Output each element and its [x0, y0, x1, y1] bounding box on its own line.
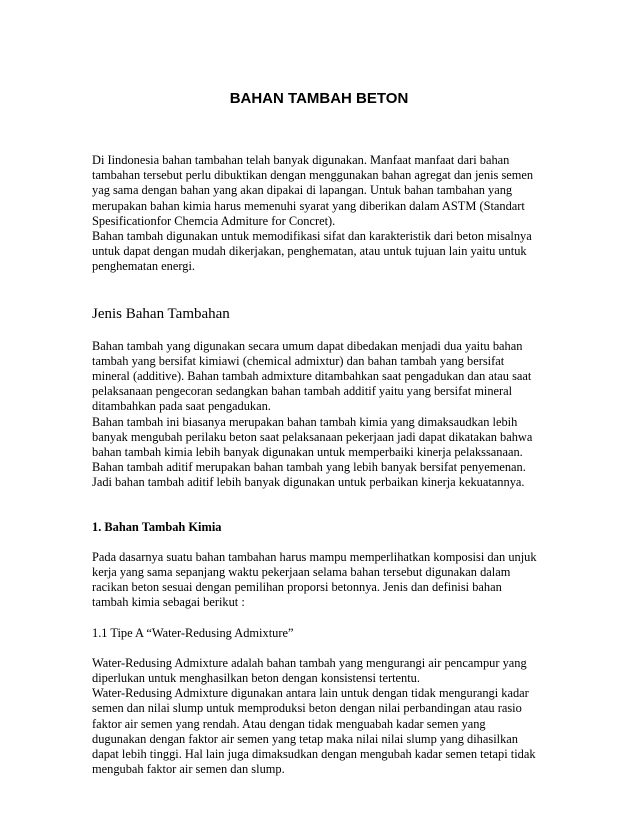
text-line: faktor air semen yang rendah. Atau dengan tidak menguabah kadar semen yang	[92, 716, 486, 731]
kimia-paragraph	[92, 550, 562, 611]
document-body	[92, 153, 562, 778]
text-line: Bahan tambah digunakan untuk memodifikasi sifat dan karakteristik dari beton misalnya	[92, 229, 532, 244]
text-line: pelaksanaan pengecoran sedangkan bahan tambah additif yaitu yang bersifat mineral	[92, 384, 513, 399]
text-line: yag sama dengan bahan yang akan dipakai di lapangan. Untuk bahan tambahan yang	[92, 183, 513, 198]
text-line: merupakan bahan kimia harus memenuhi syarat yang diberikan dalam ASTM (Standart	[92, 198, 525, 213]
text-line: Spesificationfor Chemcia Admiture for Concret).	[92, 213, 336, 228]
page-title: BAHAN TAMBAH BETON	[229, 90, 409, 107]
intro-paragraph	[92, 153, 562, 275]
text-line: mengubah faktor air semen dan slump.	[92, 762, 285, 777]
tipe-a-paragraph	[92, 656, 562, 778]
text-line: diperlukan untuk menghasilkan beton dengan konsistensi tertentu.	[92, 671, 420, 686]
text-line: Water-Redusing Admixture adalah bahan tambah yang mengurangi air pencampur yang	[92, 655, 527, 670]
text-line: tambahan tersebut perlu dibuktikan dengan menggunakan bahan agregat dan jenis semen	[92, 168, 534, 183]
text-line: Water-Redusing Admixture digunakan antara lain untuk dengan tidak mengurangi kadar	[92, 686, 529, 701]
text-line: dugunakan dengan faktor air semen yang tetap maka nilai nilai slump yang dihasilkan	[92, 731, 518, 746]
section-heading-tipe-a: 1.1 Tipe A “Water-Redusing Admixture”	[92, 625, 294, 640]
section-heading-jenis: Jenis Bahan Tambahan	[92, 305, 230, 322]
text-line: untuk dapat dengan mudah dikerjakan, penghematan, atau untuk tujuan lain yaitu untuk	[92, 244, 527, 259]
text-line: tambah yang bersifat kimiawi (chemical admixtur) dan bahan tambah yang bersifat	[92, 353, 505, 368]
text-line: bahan tambah kimia lebih banyak digunakan untuk memperbaiki kinerja pelakssanaan.	[92, 445, 523, 460]
jenis-paragraph	[92, 339, 562, 491]
text-line: Di Iindonesia bahan tambahan telah banyak digunakan. Manfaat manfaat dari bahan	[92, 153, 510, 167]
text-line: Pada dasarnya suatu bahan tambahan harus mampu memperlihatkan komposisi dan unjuk	[92, 549, 537, 564]
text-line: banyak mengubah perilaku beton saat pelaksanaan pekerjaan jadi dapat dikatakan bahwa	[92, 429, 533, 444]
text-line: kerja yang sama sepanjang waktu pekerjaan selama bahan tersebut digunakan dalam	[92, 565, 511, 580]
text-line: dapat lebih tinggi. Hal lain juga dimaksudkan dengan mengubah kadar semen tetapi tidak	[92, 747, 536, 762]
text-line: Bahan tambah aditif merupakan bahan tambah yang lebih banyak bersifat penyemenan.	[92, 460, 526, 475]
text-line: mineral (additive). Bahan tambah admixture ditambahkan saat pengadukan dan atau saat	[92, 369, 532, 384]
section-heading-kimia: 1. Bahan Tambah Kimia	[92, 519, 222, 534]
text-line: ditambahkan pada saat pengadukan.	[92, 399, 271, 414]
text-line: Bahan tambah ini biasanya merupakan bahan tambah kimia yang dimaksaudkan lebih	[92, 414, 518, 429]
text-line: racikan beton sesuai dengan pemilihan proporsi betonnya. Jenis dan definisi bahan	[92, 580, 502, 595]
text-line: Bahan tambah yang digunakan secara umum dapat dibedakan menjadi dua yaitu bahan	[92, 338, 523, 353]
text-line: Jadi bahan tambah aditif lebih banyak digunakan untuk perbaikan kinerja kekuatannya.	[92, 475, 525, 490]
text-line: semen dan nilai slump untuk memproduksi beton dengan nilai perbandingan atau rasio	[92, 701, 522, 716]
text-line: penghematan energi.	[92, 259, 195, 274]
text-line: tambah kimia sebagai berikut :	[92, 595, 245, 610]
